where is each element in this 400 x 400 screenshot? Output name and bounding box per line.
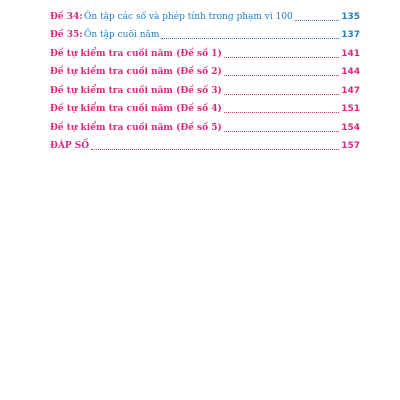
page-number: 135 [341,11,360,22]
toc-entry-lesson-35[interactable] [50,23,360,42]
test-title: Đề tự kiểm tra cuối năm (Đề số 4) [50,104,222,114]
page-number: 147 [341,85,360,96]
page-number: 137 [341,30,360,40]
lesson-title: Ôn tập các số và phép tính trong phạm vi 100 [84,11,293,22]
dot-leader [224,94,339,95]
test-title: Đề tự kiểm tra cuối năm (Đề số 2) [50,67,222,77]
test-title: Đề tự kiểm tra cuối năm (Đề số 3) [50,85,222,96]
table-of-contents [50,4,360,152]
lesson-label: Đề 34: [50,11,83,22]
dot-leader [91,149,339,150]
toc-entry-test-5[interactable] [50,115,360,134]
dot-leader [224,57,339,58]
answers-title: ĐÁP SỐ [50,141,90,151]
dot-leader [224,131,339,132]
toc-entry-test-4[interactable] [50,97,360,116]
toc-entry-lesson-34[interactable] [50,4,360,23]
page-number: 157 [341,141,360,151]
toc-entry-test-1[interactable] [50,41,360,60]
page-number: 144 [341,67,360,77]
page-number: 141 [341,48,360,59]
dot-leader [295,20,339,21]
page-number: 151 [341,104,360,114]
dot-leader [224,75,339,76]
test-title: Đề tự kiểm tra cuối năm (Đề số 1) [50,48,222,59]
page-number: 154 [341,122,360,133]
toc-entry-test-3[interactable] [50,78,360,97]
lesson-label: Đề 35: [50,30,83,40]
dot-leader [224,112,339,113]
dot-leader [161,38,339,39]
toc-entry-test-2[interactable] [50,60,360,79]
test-title: Đề tự kiểm tra cuối năm (Đề số 5) [50,122,222,133]
lesson-title: Ôn tập cuối năm [84,30,160,40]
toc-entry-answers[interactable] [50,134,360,153]
